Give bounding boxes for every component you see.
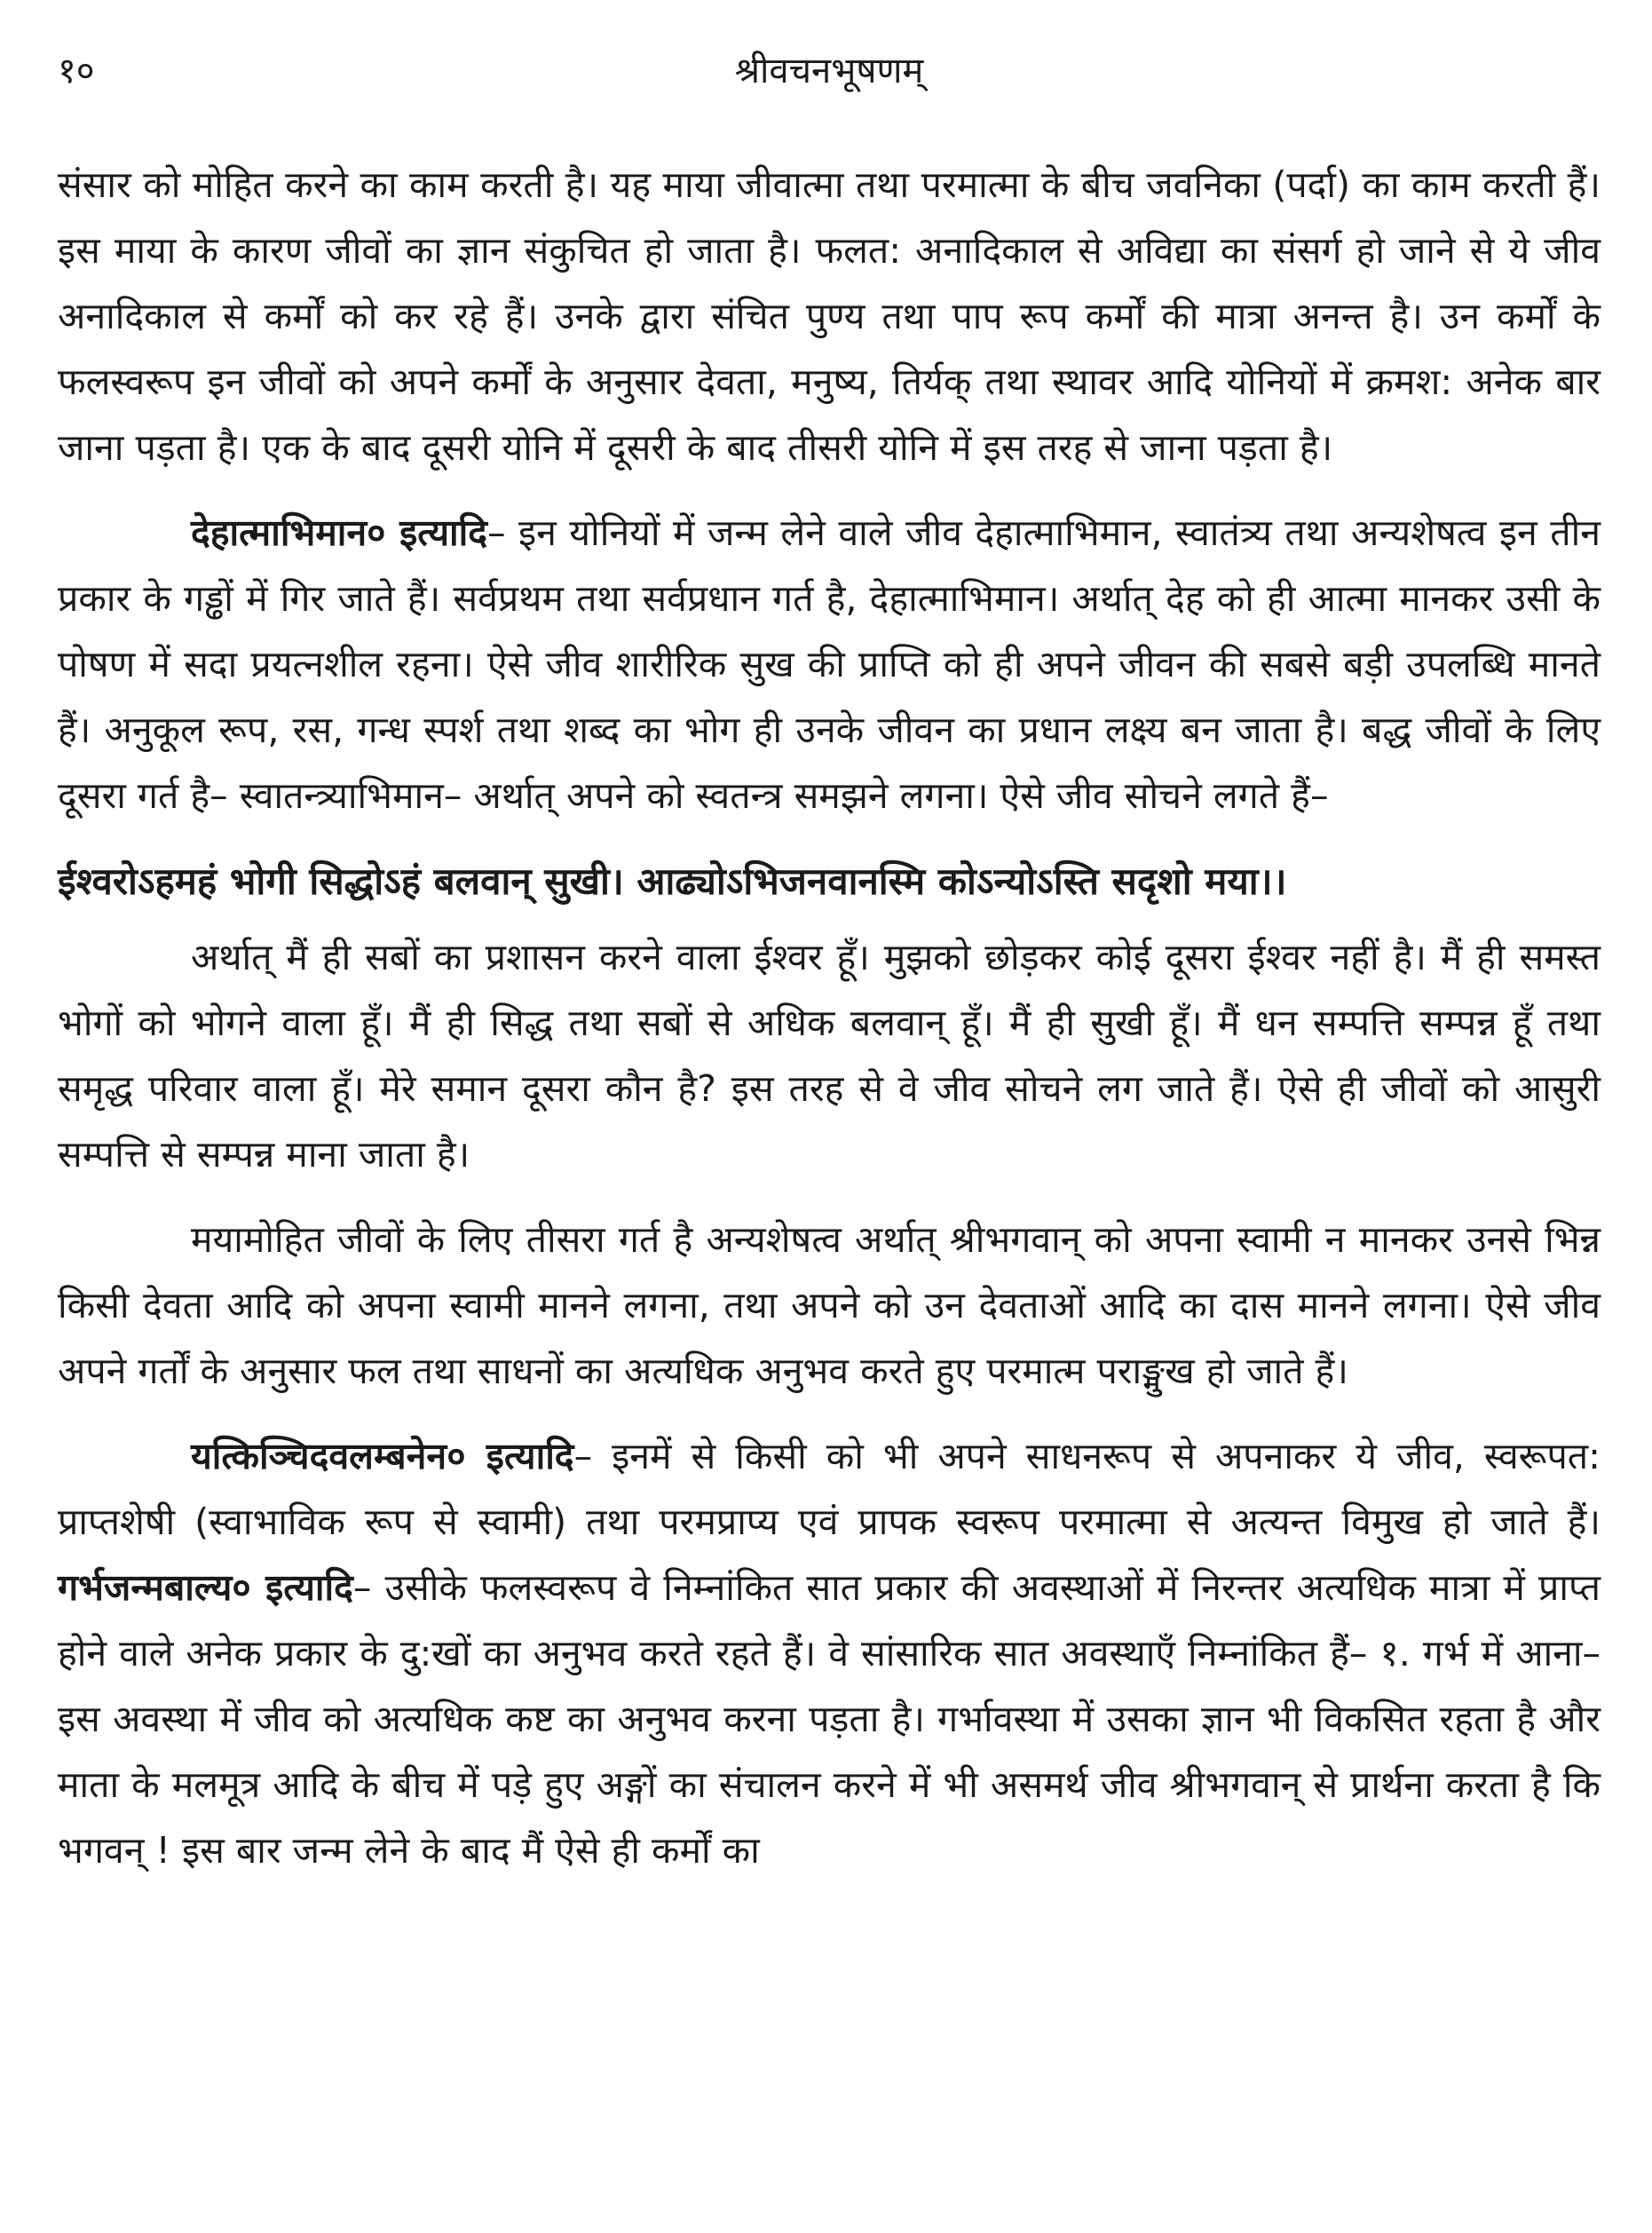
- paragraph-text: – इनमें से किसी को भी अपने साधनरूप से अपनाकर ये जीव, स्वरूपत: प्राप्तशेषी (स्वाभाविक रूप से स्वामी) तथा परमप्राप्य एवं प्रापक स्वरूप परमात्मा से अत्यन्त विमुख हो जाते हैं।: [58, 1435, 1601, 1543]
- commentary-term: यत्किञ्चिदवलम्बनेन० इत्यादि: [191, 1435, 574, 1477]
- paragraph: संसार को मोहित करने का काम करती है। यह माया जीवात्मा तथा परमात्मा के बीच जवनिका (पर्दा) का काम करती हैं। इस माया के कारण जीवों का ज्ञान संकुचित हो जाता है। फलत: अनादिकाल से अविद्या का संसर्ग हो जाने से ये जीव अनादिकाल से कर्मों को कर रहे हैं। उनके द्वारा संचित पुण्य तथा पाप रूप कर्मों की मात्रा अनन्त है। उन कर्मों के फलस्वरूप इन जीवों को अपने कर्मों के अनुसार देवता, मनुष्य, तिर्यक् तथा स्थावर आदि योनियों में क्रमश: अनेक बार जाना पड़ता है। एक के बाद दूसरी योनि में दूसरी के बाद तीसरी योनि में इस तरह से जाना पड़ता है।: [58, 163, 1601, 469]
- sanskrit-verse: ईश्वरोऽहमहं भोगी सिद्धोऽहं बलवान् सुखी। आढ्योऽभिजनवानस्मि कोऽन्योऽस्ति सदृशो मया।।: [58, 859, 1287, 903]
- commentary-term: गर्भजन्मबाल्य० इत्यादि: [58, 1566, 353, 1609]
- commentary-term: देहात्माभिमान० इत्यादि: [191, 511, 487, 554]
- paragraph: [58, 500, 1601, 828]
- running-head: [58, 40, 1601, 102]
- paragraph: अर्थात् मैं ही सबों का प्रशासन करने वाला ईश्वर हूँ। मुझको छोड़कर कोई दूसरा ईश्वर नहीं है। मैं ही समस्त भोगों को भोगने वाला हूँ। मैं ही सिद्ध तथा सबों से अधिक बलवान् हूँ। मैं ही सुखी हूँ। मैं धन सम्पत्ति सम्पन्न हूँ तथा समृद्ध परिवार वाला हूँ। मेरे समान दूसरा कौन है? इस तरह से वे जीव सोचने लग जाते हैं। ऐसे ही जीवों को आसुरी सम्पत्ति से सम्पन्न माना जाता है।: [58, 936, 1601, 1176]
- paragraph: [58, 1423, 1601, 1883]
- page-number: १०: [58, 51, 95, 91]
- body-text: [58, 152, 1601, 1883]
- paragraph-text: – इन योनियों में जन्म लेने वाले जीव देहात्माभिमान, स्वातंत्र्य तथा अन्यशेषत्व इन तीन प्रकार के गड्ढों में गिर जाते हैं। सर्वप्रथम तथा सर्वप्रधान गर्त है, देहात्माभिमान। अर्थात् देह को ही आत्मा मानकर उसी के पोषण में सदा प्रयत्नशील रहना। ऐसे जीव शारीरिक सुख की प्राप्ति को ही अपने जीवन की सबसे बड़ी उपलब्धि मानते हैं। अनुकूल रूप, रस, गन्ध स्पर्श तथा शब्द का भोग ही उनके जीवन का प्रधान लक्ष्य बन जाता है। बद्ध जीवों के लिए दूसरा गर्त है– स्वातन्त्र्याभिमान– अर्थात् अपने को स्वतन्त्र समझने लगना। ऐसे जीव सोचने लगते हैं–: [58, 511, 1601, 817]
- book-title: श्रीवचनभूषणम्: [734, 51, 924, 91]
- paragraph-text: – उसीके फलस्वरूप वे निम्नांकित सात प्रकार की अवस्थाओं में निरन्तर अत्यधिक मात्रा में प्राप्त होने वाले अनेक प्रकार के दु:खों का अनुभव करते रहते हैं। वे सांसारिक सात अवस्थाएँ निम्नांकित हैं– १. गर्भ में आना– इस अवस्था में जीव को अत्यधिक कष्ट का अनुभव करना पड़ता है। गर्भावस्था में उसका ज्ञान भी विकसित रहता है और माता के मलमूत्र आदि के बीच में पड़े हुए अङ्गों का संचालन करने में भी असमर्थ जीव श्रीभगवान् से प्रार्थना करता है कि भगवन् ! इस बार जन्म लेने के बाद मैं ऐसे ही कर्मों का: [58, 1566, 1601, 1872]
- paragraph: मयामोहित जीवों के लिए तीसरा गर्त है अन्यशेषत्व अर्थात् श्रीभगवान् को अपना स्वामी न मानकर उनसे भिन्न किसी देवता आदि को अपना स्वामी मानने लगना, तथा अपने को उन देवताओं आदि का दास मानने लगना। ऐसे जीव अपने गर्तों के अनुसार फल तथा साधनों का अत्यधिक अनुभव करते हुए परमात्म पराङ्मुख हो जाते हैं।: [58, 1218, 1601, 1392]
